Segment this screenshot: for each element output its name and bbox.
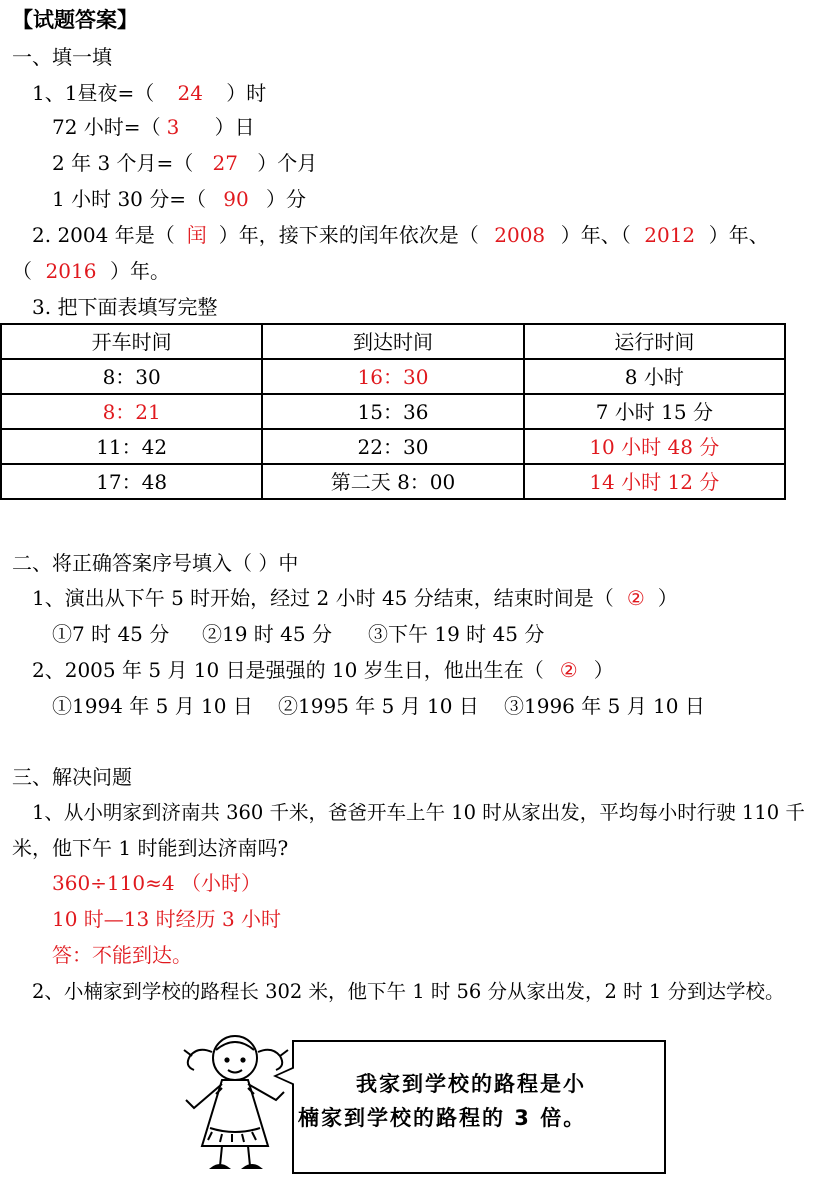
q2b-answer: 2008 bbox=[494, 223, 546, 247]
speech-bubble-tail-fill bbox=[277, 1068, 295, 1084]
q2a-text: 2. 2004 年是（ bbox=[32, 223, 175, 247]
s2-question-2 bbox=[32, 658, 614, 682]
option: ②1995 年 5 月 10 日 bbox=[278, 694, 479, 718]
question-2 bbox=[32, 223, 769, 247]
q1b-text: 72 小时=（ bbox=[52, 115, 161, 139]
q2f-text: ）年。 bbox=[110, 259, 170, 283]
table-row bbox=[1, 429, 785, 464]
table-cell-answer: 10 小时 48 分 bbox=[524, 429, 785, 464]
s2-question-1 bbox=[32, 586, 678, 610]
table-row bbox=[1, 394, 785, 429]
q2b-text: ）年，接下来的闰年依次是（ bbox=[218, 223, 479, 247]
s2q2-answer: ② bbox=[559, 658, 578, 682]
q1d-answer: 90 bbox=[223, 187, 249, 211]
table-header: 到达时间 bbox=[262, 324, 523, 359]
table-header: 开车时间 bbox=[1, 324, 262, 359]
option: ①7 时 45 分 bbox=[52, 622, 170, 646]
table-row bbox=[1, 359, 785, 394]
table-cell: 8 小时 bbox=[524, 359, 785, 394]
table-header-row bbox=[1, 324, 785, 359]
answer-header: 【试题答案】 bbox=[12, 8, 138, 32]
q1b-answer: 3 bbox=[166, 115, 180, 139]
table-cell: 17：48 bbox=[1, 464, 262, 499]
table-cell: 22：30 bbox=[262, 429, 523, 464]
q1a-end: ）时 bbox=[226, 81, 267, 105]
table-header: 运行时间 bbox=[524, 324, 785, 359]
time-table bbox=[0, 323, 786, 500]
table-cell: 7 小时 15 分 bbox=[524, 394, 785, 429]
q2a-answer: 闰 bbox=[186, 223, 207, 247]
option: ③1996 年 5 月 10 日 bbox=[504, 694, 705, 718]
s2q2-end: ） bbox=[593, 658, 614, 682]
option: ②19 时 45 分 bbox=[202, 622, 332, 646]
s3-answer-1: 360÷110≈4 （小时） bbox=[52, 871, 261, 895]
section1-title: 一、填一填 bbox=[12, 45, 112, 69]
q2e-answer: 2016 bbox=[45, 259, 97, 283]
s2q1-end: ） bbox=[657, 586, 678, 610]
q2c-answer: 2012 bbox=[644, 223, 696, 247]
s3-question-1-line2: 米，他下午 1 时能到达济南吗? bbox=[12, 836, 289, 860]
illustration bbox=[180, 1028, 670, 1178]
q1c-text: 2 年 3 个月=（ bbox=[52, 151, 194, 175]
table-cell-answer: 16：30 bbox=[262, 359, 523, 394]
s2q1-answer: ② bbox=[626, 586, 645, 610]
s2-q2-options bbox=[52, 694, 705, 718]
s3-question-2: 2、小楠家到学校的路程长 302 米，他下午 1 时 56 分从家出发，2 时 1 分到达学校。 bbox=[32, 980, 785, 1003]
s3-question-1-line1: 1、从小明家到济南共 360 千米，爸爸开车上午 10 时从家出发，平均每小时行驶 110 千 bbox=[32, 801, 805, 824]
table-cell-answer: 14 小时 12 分 bbox=[524, 464, 785, 499]
option: ①1994 年 5 月 10 日 bbox=[52, 694, 253, 718]
s3-answer-2: 10 时—13 时经历 3 小时 bbox=[52, 907, 282, 931]
table-cell: 第二天 8：00 bbox=[262, 464, 523, 499]
q1d-text: 1 小时 30 分=（ bbox=[52, 187, 207, 211]
table-cell: 11：42 bbox=[1, 429, 262, 464]
question-3: 3. 把下面表填写完整 bbox=[32, 295, 218, 319]
table-cell: 8：30 bbox=[1, 359, 262, 394]
q1a-text: 1、1昼夜=（ bbox=[32, 81, 155, 105]
q1c-answer: 27 bbox=[212, 151, 238, 175]
section3-title: 三、解决问题 bbox=[12, 765, 132, 789]
table-row bbox=[1, 464, 785, 499]
bubble-text-line2: 楠家到学校的路程的 3 倍。 bbox=[298, 1106, 587, 1130]
s2-q1-options bbox=[52, 622, 544, 646]
q1c-end: ）个月 bbox=[257, 151, 318, 175]
question-1d bbox=[52, 187, 306, 211]
section2-title: 二、将正确答案序号填入（ ）中 bbox=[12, 551, 299, 575]
q1b-end: ）日 bbox=[214, 115, 255, 139]
question-1c bbox=[52, 151, 317, 175]
s3-answer-3: 答：不能到达。 bbox=[52, 943, 192, 967]
q2c-text: ）年、（ bbox=[560, 223, 631, 247]
q1d-end: ）分 bbox=[266, 187, 307, 211]
question-1b bbox=[52, 115, 255, 139]
question-2-cont bbox=[12, 259, 170, 283]
q2e-text: （ bbox=[12, 259, 32, 283]
question-1a bbox=[32, 81, 266, 105]
option: ③下午 19 时 45 分 bbox=[368, 622, 545, 646]
bubble-text-line1: 我家到学校的路程是小 bbox=[356, 1072, 586, 1096]
q1a-answer: 24 bbox=[177, 81, 203, 105]
table-cell-answer: 8：21 bbox=[1, 394, 262, 429]
q2d-text: ）年、 bbox=[708, 223, 769, 247]
s2q2-text: 2、2005 年 5 月 10 日是强强的 10 岁生日，他出生在（ bbox=[32, 658, 544, 682]
table-cell: 15：36 bbox=[262, 394, 523, 429]
girl-illustration bbox=[180, 1028, 290, 1178]
s2q1-text: 1、演出从下午 5 时开始，经过 2 小时 45 分结束，结束时间是（ bbox=[32, 586, 614, 610]
